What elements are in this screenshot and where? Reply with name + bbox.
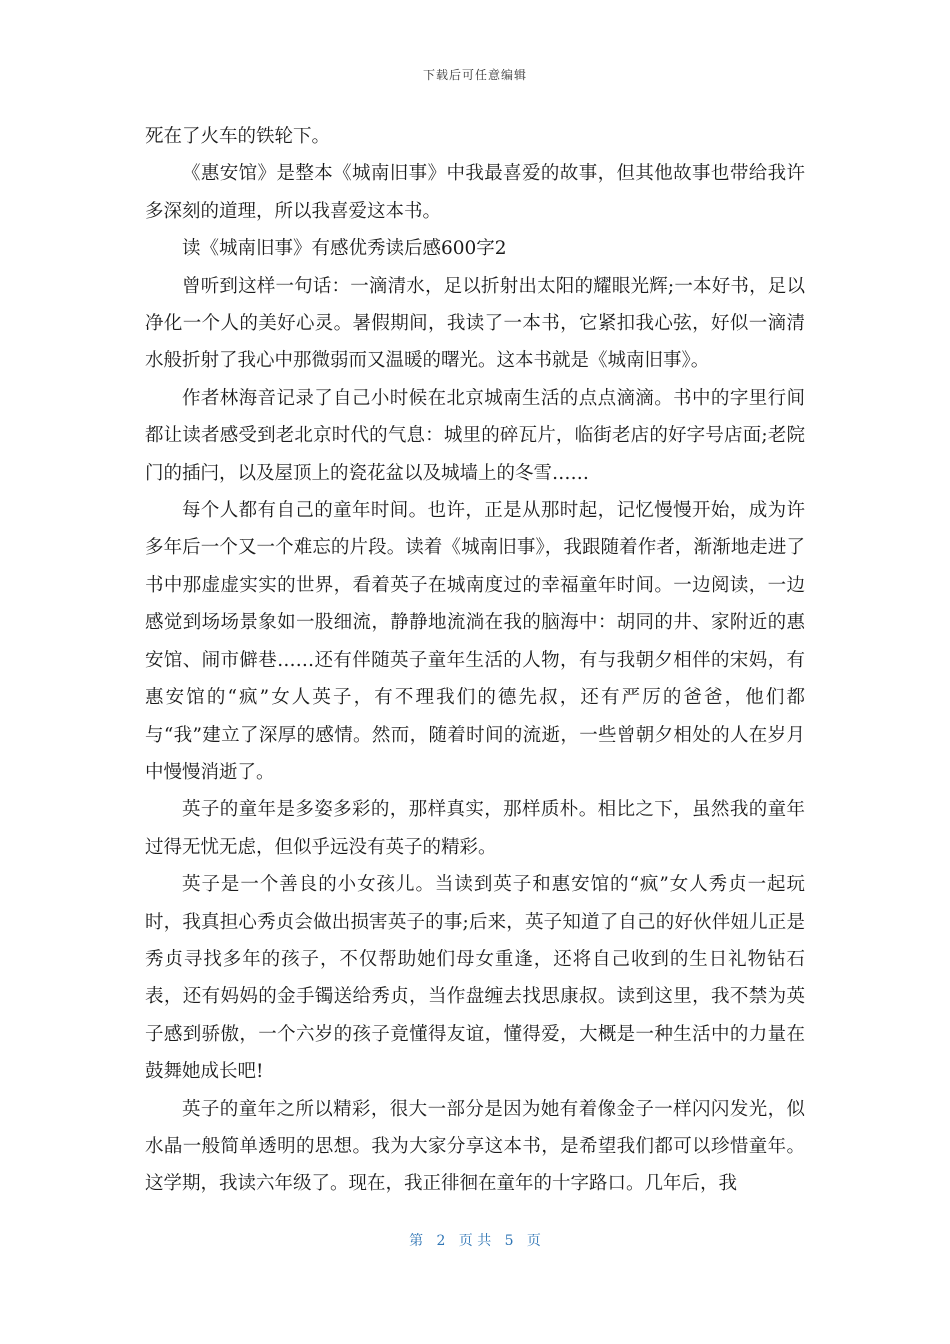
document-body [145, 118, 805, 1203]
page-footer [0, 1230, 950, 1250]
total-pages-number: 5 [504, 1233, 514, 1249]
paragraph: 英子是一个善良的小女孩儿。当读到英子和惠安馆的“疯”女人秀贞一起玩时，我真担心秀贞会做出损害英子的事;后来，英子知道了自己的好伙伴妞儿正是秀贞寻找多年的孩子，不仅帮助她们母女重逢，还将自己收到的生日礼物钻石表，还有妈妈的金手镯送给秀贞，当作盘缠去找思康叔。读到这里，我不禁为英子感到骄傲，一个六岁的孩子竟懂得友谊，懂得爱，大概是一种生活中的力量在鼓舞她成长吧! [145, 874, 805, 1083]
paragraph: 死在了火车的铁轮下。 [145, 126, 331, 147]
page-header: 下载后可任意编辑 [422, 68, 527, 82]
page-label-suffix: 页 [526, 1233, 541, 1249]
page-label-prefix: 第 [409, 1233, 424, 1249]
current-page-number: 2 [436, 1233, 446, 1249]
paragraph: 作者林海音记录了自己小时候在北京城南生活的点点滴滴。书中的字里行间都让读者感受到老北京时代的气息：城里的碎瓦片，临街老店的好字号店面;老院门的插闩，以及屋顶上的瓷花盆以及城墙上的冬雪…… [145, 387, 805, 484]
paragraph: 每个人都有自己的童年时间。也许，正是从那时起，记忆慢慢开始，成为许多年后一个又一个难忘的片段。读着《城南旧事》，我跟随着作者，渐渐地走进了书中那虚虚实实的世界，看着英子在城南度过的幸福童年时间。一边阅读，一边感觉到场场景象如一股细流，静静地流淌在我的脑海中：胡同的井、家附近的惠安馆、闹市僻巷……还有伴随英子童年生活的人物，有与我朝夕相伴的宋妈，有惠安馆的“疯”女人英子，有不理我们的德先叔，还有严厉的爸爸，他们都与“我”建立了深厚的感情。然而，随着时间的流逝，一些曾朝夕相处的人在岁月中慢慢消逝了。 [145, 500, 805, 783]
paragraph: 曾听到这样一句话：一滴清水，足以折射出太阳的耀眼光辉;一本好书，足以净化一个人的美好心灵。暑假期间，我读了一本书，它紧扣我心弦，好似一滴清水般折射了我心中那微弱而又温暖的曙光。这本书就是《城南旧事》。 [145, 275, 805, 372]
paragraph: 《惠安馆》是整本《城南旧事》中我最喜爱的故事，但其他故事也带给我许多深刻的道理，所以我喜爱这本书。 [145, 163, 805, 222]
section-title: 读《城南旧事》有感优秀读后感600字2 [182, 238, 507, 260]
page-label-mid: 页 共 [458, 1233, 492, 1249]
paragraph: 英子的童年之所以精彩，很大一部分是因为她有着像金子一样闪闪发光，似水晶一般简单透明的思想。我为大家分享这本书，是希望我们都可以珍惜童年。这学期，我读六年级了。现在，我正徘徊在童年的十字路口。几年后，我 [145, 1098, 805, 1195]
paragraph: 英子的童年是多姿多彩的，那样真实，那样质朴。相比之下，虽然我的童年过得无忧无虑，但似乎远没有英子的精彩。 [145, 799, 805, 858]
